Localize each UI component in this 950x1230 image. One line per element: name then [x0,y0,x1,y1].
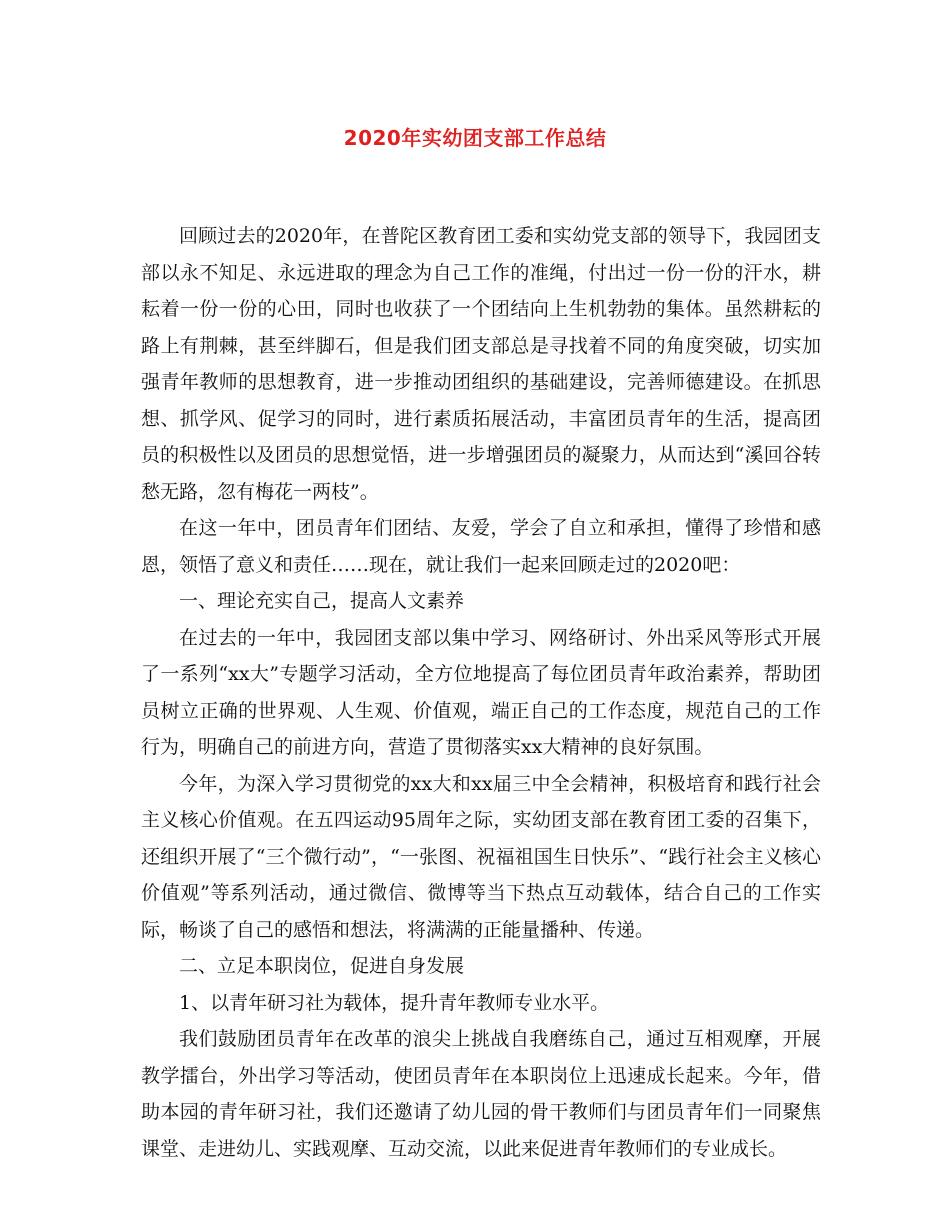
section-heading-1: 一、理论充实自己，提高人文素养 [179,590,465,612]
paragraph-activities: 今年，为深入学习贯彻党的xx大和xx届三中全会精神，积极培育和践行社会主义核心价值观。在五四运动95周年之际，实幼团支部在教育团工委的召集下，还组织开展了“三个微行动”，“一张图、祝福祖国生日快乐”、“践行社会主义核心价值观”等系列活动，通过微信、微博等当下热点互动载体，结合自己的工作实际，畅谈了自己的感悟和想法，将满满的正能量播种、传递。 [141,772,821,941]
document-body [141,218,821,1167]
paragraph-training: 我们鼓励团员青年在改革的浪尖上挑战自我磨练自己，通过互相观摩，开展教学擂台，外出学习等活动，使团员青年在本职岗位上迅速成长起来。今年，借助本园的青年研习社，我们还邀请了幼儿园的骨干教师们与团员青年们一同聚焦课堂、走进幼儿、实践观摩、互动交流，以此来促进青年教师们的专业成长。 [141,1028,821,1160]
paragraph-year-review: 在这一年中，团员青年们团结、友爱，学会了自立和承担，懂得了珍惜和感恩，领悟了意义和责任……现在，就让我们一起来回顾走过的2020吧： [141,517,821,576]
document-title: 2020年实幼团支部工作总结 [343,126,607,150]
paragraph-study: 在过去的一年中，我园团支部以集中学习、网络研讨、外出采风等形式开展了一系列“xx大”专题学习活动，全方位地提高了每位团员青年政治素养，帮助团员树立正确的世界观、人生观、价值观，端正自己的工作态度，规范自己的工作行为，明确自己的前进方向，营造了贯彻落实xx大精神的良好氛围。 [141,626,821,758]
paragraph-intro: 回顾过去的2020年，在普陀区教育团工委和实幼党支部的领导下，我园团支部以永不知足、永远进取的理念为自己工作的准绳，付出过一份一份的汗水，耕耘着一份一份的心田，同时也收获了一个团结向上生机勃勃的集体。虽然耕耘的路上有荆棘，甚至绊脚石，但是我们团支部总是寻找着不同的角度突破，切实加强青年教师的思想教育，进一步推动团组织的基础建设，完善师德建设。在抓思想、抓学风、促学习的同时，进行素质拓展活动，丰富团员青年的生活，提高团员的积极性以及团员的思想觉悟，进一步增强团员的凝聚力，从而达到“溪回谷转愁无路，忽有梅花一两枝”。 [141,225,821,503]
subsection-heading-1: 1、以青年研习社为载体，提升青年教师专业水平。 [179,991,610,1014]
section-heading-2: 二、立足本职岗位，促进自身发展 [179,955,465,977]
